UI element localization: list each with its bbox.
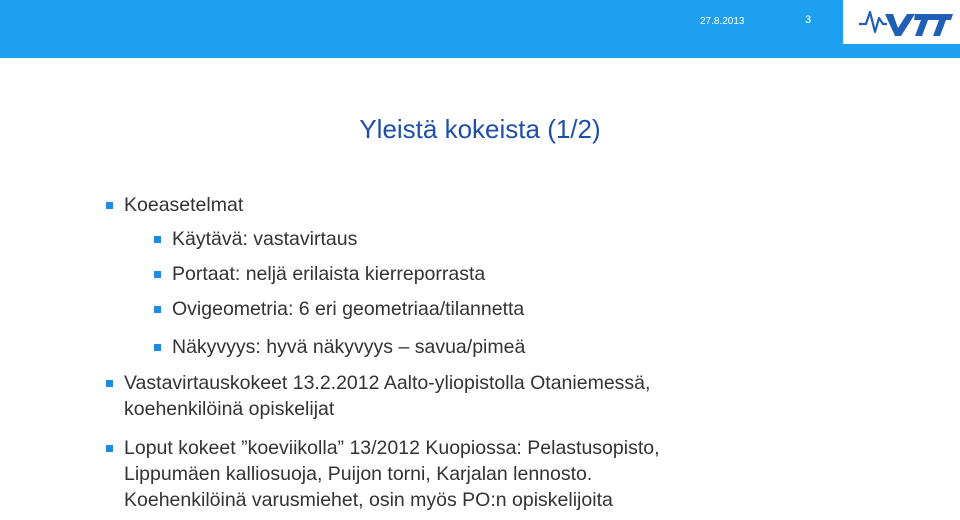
bullet-square-icon (106, 445, 113, 452)
bullet-square-icon (154, 271, 161, 278)
bullet-text-continued: Lippumäen kalliosuoja, Puijon torni, Karjalan lennosto. (124, 463, 593, 485)
bullet-ovigeometria (152, 296, 912, 322)
bullet-square-icon (154, 236, 161, 243)
vtt-logo (843, 0, 960, 44)
bullet-nakyvyys (152, 334, 912, 360)
vtt-logo-icon (857, 4, 953, 40)
slide-title (0, 114, 960, 145)
bullet-portaat (152, 261, 912, 287)
bullet-square-icon (106, 202, 113, 209)
bullet-text: Näkyvyys: hyvä näkyvyys – savua/pimeä (172, 336, 526, 358)
bullet-square-icon (154, 306, 161, 313)
slide-title-text: Yleistä kokeista (1/2) (359, 114, 601, 144)
bullet-loput-kokeet (104, 435, 924, 513)
bullet-vastavirtauskokeet (104, 370, 924, 422)
page-number: 3 (805, 14, 812, 26)
bullet-text: Koeasetelmat (124, 194, 244, 216)
bullet-square-icon (154, 344, 161, 351)
header-bar (0, 0, 960, 58)
bullet-text: Vastavirtauskokeet 13.2.2012 Aalto-yliopistolla Otaniemessä, (124, 372, 651, 394)
bullet-text-continued: koehenkilöinä opiskelijat (124, 398, 335, 420)
bullet-text: Käytävä: vastavirtaus (172, 228, 358, 250)
bullet-kaytava (152, 226, 912, 252)
bullet-square-icon (106, 380, 113, 387)
bullet-text-continued: Koehenkilöinä varusmiehet, osin myös PO:n opiskelijoita (124, 489, 613, 511)
bullet-koeasetelmat (104, 192, 924, 218)
bullet-text: Loput kokeet ”koeviikolla” 13/2012 Kuopiossa: Pelastusopisto, (124, 437, 660, 459)
slide-date: 27.8.2013 (700, 16, 745, 27)
bullet-text: Ovigeometria: 6 eri geometriaa/tilannetta (172, 298, 525, 320)
bullet-text: Portaat: neljä erilaista kierreporrasta (172, 263, 486, 285)
